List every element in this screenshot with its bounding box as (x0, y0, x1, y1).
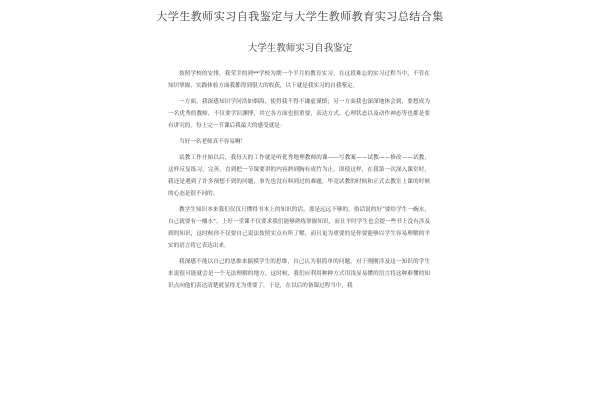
paragraph-5: 教学生知识本来我们仅仅只懂得书本上的知识的话，那是远远不够的，俗话说的好“要给学生一碗水，自己就要有一桶水”。上好一堂课不仅要求我们能够熟练掌握知识，而且平时学生也会提一些书上没有涉及到的知识，这时候你不仅要自己说法按照实点有所了解，而且更为重要的是你要能够以学生容易理解的平实的语言将它表达出来。 (168, 207, 430, 249)
document-body (168, 68, 430, 296)
paragraph-2: 一方面，我深感知识学问浩如烟海，使得我不得不谦虚谨慎；另一方面我也深深地体会到，要想成为一名优秀的教师，不仅要学识渊博，其它各方面也很重要，表达方式、心理状态以及动作神态等也都是要有讲究的。每上完一节课后我最大的感受就是： (168, 99, 430, 129)
paragraph-3: 当好一名老师真不容易啊！ (179, 139, 247, 145)
paragraph-6: 我深感不能以自己的思维来揣摸学生的思维，自己认为很简单的问题，对于刚刚涉及这一知识的学生来说很可能就会是一个无法理解的地方，这时候，我们应利用种种方式用浅显易懂的语言将这种难懂的知识点向他们表达清楚就显得尤为重要了。于是，在以后的备课过程当中，我 (168, 259, 430, 289)
paragraph-4: 试教工作开始以后，我每天的工作就是听优秀地理教师的课——写教案——试教——修改——试教，这样反复练习，完善。直到把一节课要讲的内容熟到胸有成竹为止，即使这样，在我第一次深入课堂时，我还是遇到了许多预想不到的问题，事先也没有料到过的难题，毕竟试教的时候和正式去教室上课的时候的心态是很不同的。 (168, 155, 430, 197)
document-title: 大学生教师实习自我鉴定与大学生教师教育实习总结合集 (156, 10, 444, 23)
section-title: 大学生教师实习自我鉴定 (247, 43, 353, 54)
paragraph-1: 按照学校的安排，我荣幸的到**学校为期一个半月的教育实习，在这段难忘的实习过程当中，不管在知识掌握、实践体验方面我都得到很大的收获，以下就是我实习的自我鉴定。 (168, 71, 430, 89)
